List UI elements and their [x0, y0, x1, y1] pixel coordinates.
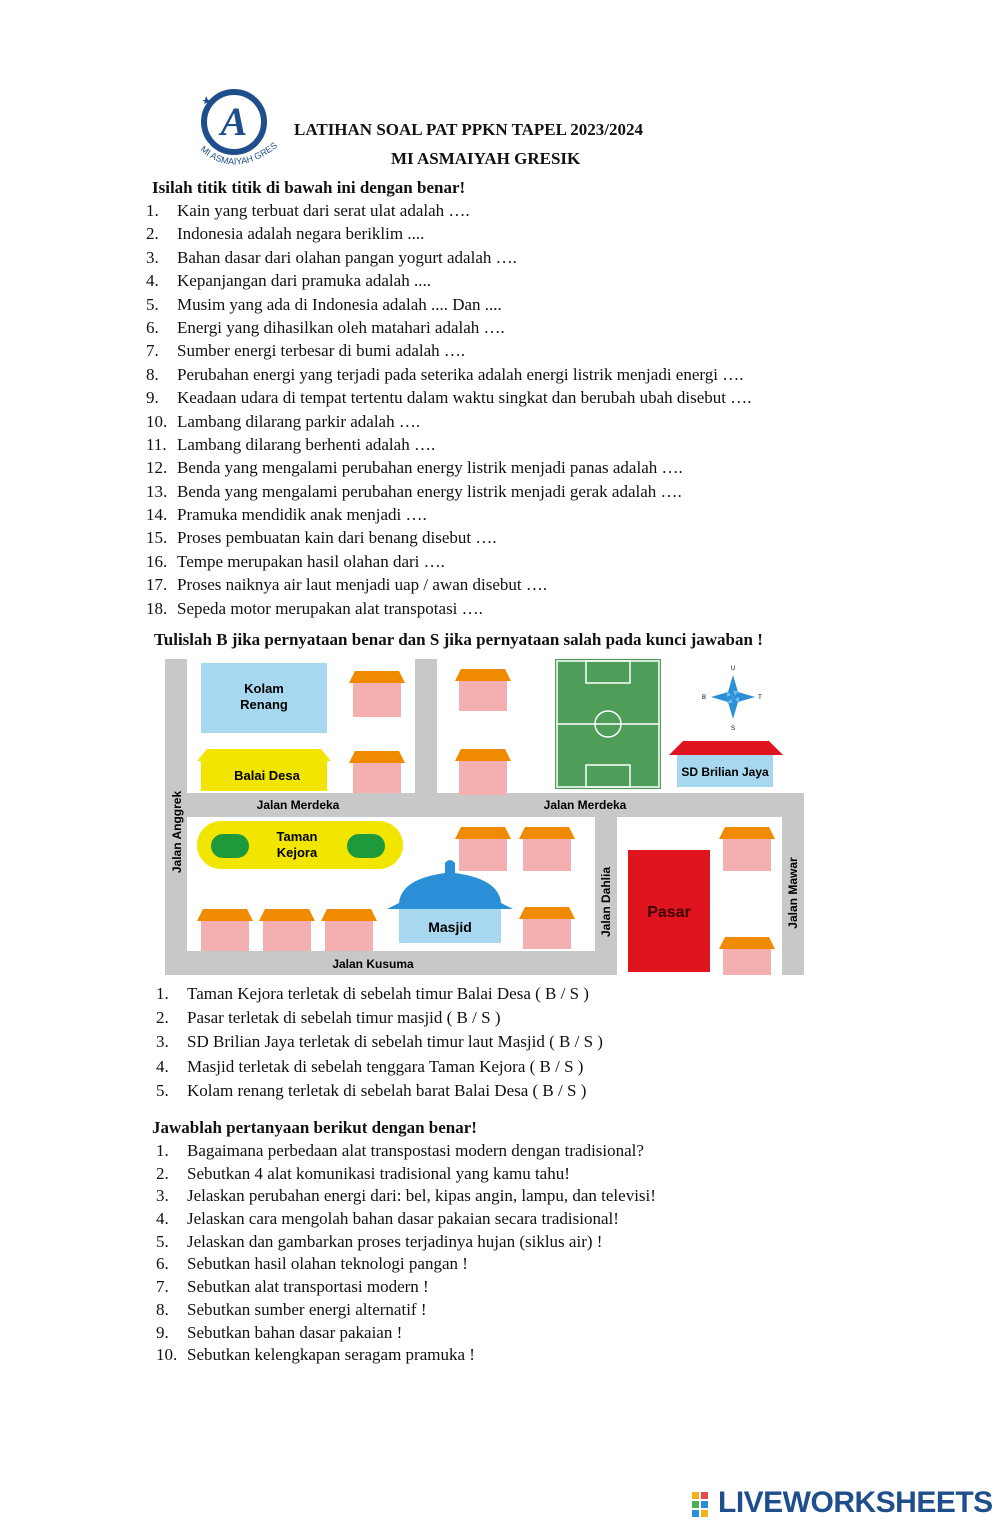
item-text: Proses naiknya air laut menjadi uap / awan disebut …. [177, 575, 548, 595]
logo-letter: A [220, 99, 248, 144]
jalan-anggrek-label: Jalan Anggrek [170, 790, 184, 874]
item-number: 10. [156, 1345, 178, 1365]
pasar-label: Pasar [647, 904, 691, 921]
masjid-label: Masjid [428, 919, 472, 935]
item-text: Taman Kejora terletak di sebelah timur Balai Desa ( B / S ) [187, 984, 589, 1003]
item-text: Masjid terletak di sebelah tenggara Taman Kejora ( B / S ) [187, 1056, 584, 1076]
taman-green-left [211, 834, 249, 858]
item-number: 3. [156, 1186, 169, 1206]
item-text: Pasar terletak di sebelah timur masjid ( B / S ) [187, 1008, 501, 1028]
item-number: 2. [156, 1008, 169, 1028]
compass-icon [702, 666, 762, 732]
compass-e: T [758, 695, 762, 701]
taman-label-1: Taman [276, 829, 318, 844]
jalan-dahlia-label: Jalan Dahlia [599, 866, 613, 938]
house [519, 907, 575, 949]
item-number: 3. [156, 1032, 169, 1052]
item-text: Jelaskan perubahan energi dari: bel, kipas angin, lampu, dan televisi! [187, 1186, 656, 1206]
item-text: Proses pembuatan kain dari benang disebut …. [177, 528, 497, 548]
village-map [163, 657, 806, 977]
item-text: Sebutkan sumber energi alternatif ! [187, 1299, 427, 1319]
item-text: Energi yang dihasilkan oleh matahari adalah …. [177, 317, 505, 337]
item-text: Pramuka mendidik anak menjadi …. [177, 505, 427, 525]
item-text: Jelaskan cara mengolah bahan dasar pakaian secara tradisional! [187, 1209, 619, 1229]
item-number: 9. [156, 1322, 169, 1342]
item-text: Kain yang terbuat dari serat ulat adalah …. [177, 201, 470, 220]
item-text: Indonesia adalah negara beriklim .... [177, 224, 425, 244]
balai-desa-roof [197, 749, 331, 761]
item-text: Musim yang ada di Indonesia adalah .... Dan .... [177, 294, 502, 314]
item-text: Keadaan udara di tempat tertentu dalam waktu singkat dan berubah ubah disebut …. [177, 388, 752, 408]
house [455, 749, 511, 795]
item-text: Benda yang mengalami perubahan energy listrik menjadi panas adalah …. [177, 458, 683, 478]
house [455, 669, 511, 711]
item-number: 1. [156, 984, 169, 1003]
item-text: Bahan dasar dari olahan pangan yogurt adalah …. [177, 247, 517, 267]
taman-green-right [347, 834, 385, 858]
item-number: 2. [146, 224, 159, 244]
item-text: Sebutkan kelengkapan seragam pramuka ! [187, 1345, 475, 1365]
item-text: Sebutkan hasil olahan teknologi pangan ! [187, 1254, 468, 1274]
item-text: Kepanjangan dari pramuka adalah .... [177, 271, 431, 291]
item-number: 12. [146, 458, 168, 478]
house [349, 751, 405, 793]
house [349, 671, 405, 717]
section1-heading: Isilah titik titik di bawah ini dengan benar! [152, 178, 466, 197]
item-number: 2. [156, 1163, 169, 1183]
item-number: 8. [146, 364, 159, 384]
item-number: 8. [156, 1299, 169, 1319]
item-number: 4. [156, 1056, 169, 1076]
house [719, 827, 775, 871]
item-text: Tempe merupakan hasil olahan dari …. [177, 551, 445, 571]
item-text: Sepeda motor merupakan alat transpotasi …. [177, 598, 483, 618]
kolam-label-1: Kolam [244, 681, 284, 696]
page-title: LATIHAN SOAL PAT PPKN TAPEL 2023/2024 [294, 120, 644, 139]
item-text: Sebutkan 4 alat komunikasi tradisional yang kamu tahu! [187, 1163, 570, 1183]
house [719, 937, 775, 975]
house [321, 909, 377, 951]
jalan-merdeka-label-1: Jalan Merdeka [256, 798, 340, 812]
liveworksheets-brand[interactable]: LIVEWORKSHEETS [718, 1486, 993, 1519]
section3-heading: Jawablah pertanyaan berikut dengan benar! [152, 1118, 477, 1137]
item-text: Bagaimana perbedaan alat transpostasi modern dengan tradisional? [187, 1141, 644, 1160]
compass-w: B [701, 695, 707, 701]
house [455, 827, 511, 871]
house [259, 909, 315, 951]
item-number: 9. [146, 388, 159, 408]
item-text: Lambang dilarang parkir adalah …. [177, 411, 421, 431]
taman-label-2: Kejora [276, 845, 318, 860]
jalan-kusuma-label: Jalan Kusuma [332, 957, 414, 971]
house [197, 909, 253, 951]
section2-heading: Tulislah B jika pernyataan benar dan S jika pernyataan salah pada kunci jawaban ! [154, 630, 763, 649]
kolam-label-2: Renang [240, 697, 288, 712]
item-number: 1. [156, 1141, 169, 1160]
item-number: 13. [146, 481, 168, 501]
item-number: 16. [146, 551, 168, 571]
item-number: 10. [146, 411, 168, 431]
item-number: 14. [146, 505, 168, 525]
school-name: MI ASMAIYAH GRESIK [391, 149, 581, 168]
house [519, 827, 575, 871]
compass-s: S [730, 726, 736, 732]
item-text: Jelaskan dan gambarkan proses terjadinya hujan (siklus air) ! [187, 1231, 603, 1251]
item-number: 5. [156, 1080, 169, 1100]
item-text: Sebutkan alat transportasi modern ! [187, 1277, 429, 1297]
item-number: 7. [146, 341, 159, 361]
item-number: 6. [156, 1254, 169, 1274]
compass-n: U [730, 666, 736, 672]
jalan-mawar-label: Jalan Mawar [786, 857, 800, 929]
item-number: 11. [146, 434, 167, 454]
jalan-merdeka-label-2: Jalan Merdeka [543, 798, 627, 812]
item-number: 5. [156, 1231, 169, 1251]
balai-desa-label: Balai Desa [234, 768, 300, 783]
item-number: 17. [146, 575, 168, 595]
item-number: 4. [156, 1209, 169, 1229]
road-center-north [415, 659, 437, 799]
item-text: SD Brilian Jaya terletak di sebelah timur laut Masjid ( B / S ) [187, 1032, 603, 1052]
item-text: Perubahan energi yang terjadi pada seterika adalah energi listrik menjadi energi …. [177, 364, 744, 384]
item-text: Lambang dilarang berhenti adalah …. [177, 434, 436, 454]
item-number: 15. [146, 528, 168, 548]
item-number: 6. [146, 317, 159, 337]
item-number: 7. [156, 1277, 169, 1297]
item-number: 3. [146, 247, 159, 267]
sd-label: SD Brilian Jaya [681, 765, 769, 779]
sd-roof [669, 741, 783, 755]
item-text: Kolam renang terletak di sebelah barat Balai Desa ( B / S ) [187, 1080, 587, 1100]
item-text: Sebutkan bahan dasar pakaian ! [187, 1322, 403, 1342]
logo-text: MI ASMAIYAH GRES [198, 140, 280, 167]
item-number: 18. [146, 598, 168, 618]
item-number: 5. [146, 294, 159, 314]
liveworksheets-logo-icon [692, 1492, 718, 1518]
item-text: Sumber energi terbesar di bumi adalah …. [177, 341, 466, 361]
school-logo [192, 88, 284, 174]
item-number: 4. [146, 271, 159, 291]
item-text: Benda yang mengalami perubahan energy listrik menjadi gerak adalah …. [177, 481, 682, 501]
item-number: 1. [146, 201, 159, 220]
